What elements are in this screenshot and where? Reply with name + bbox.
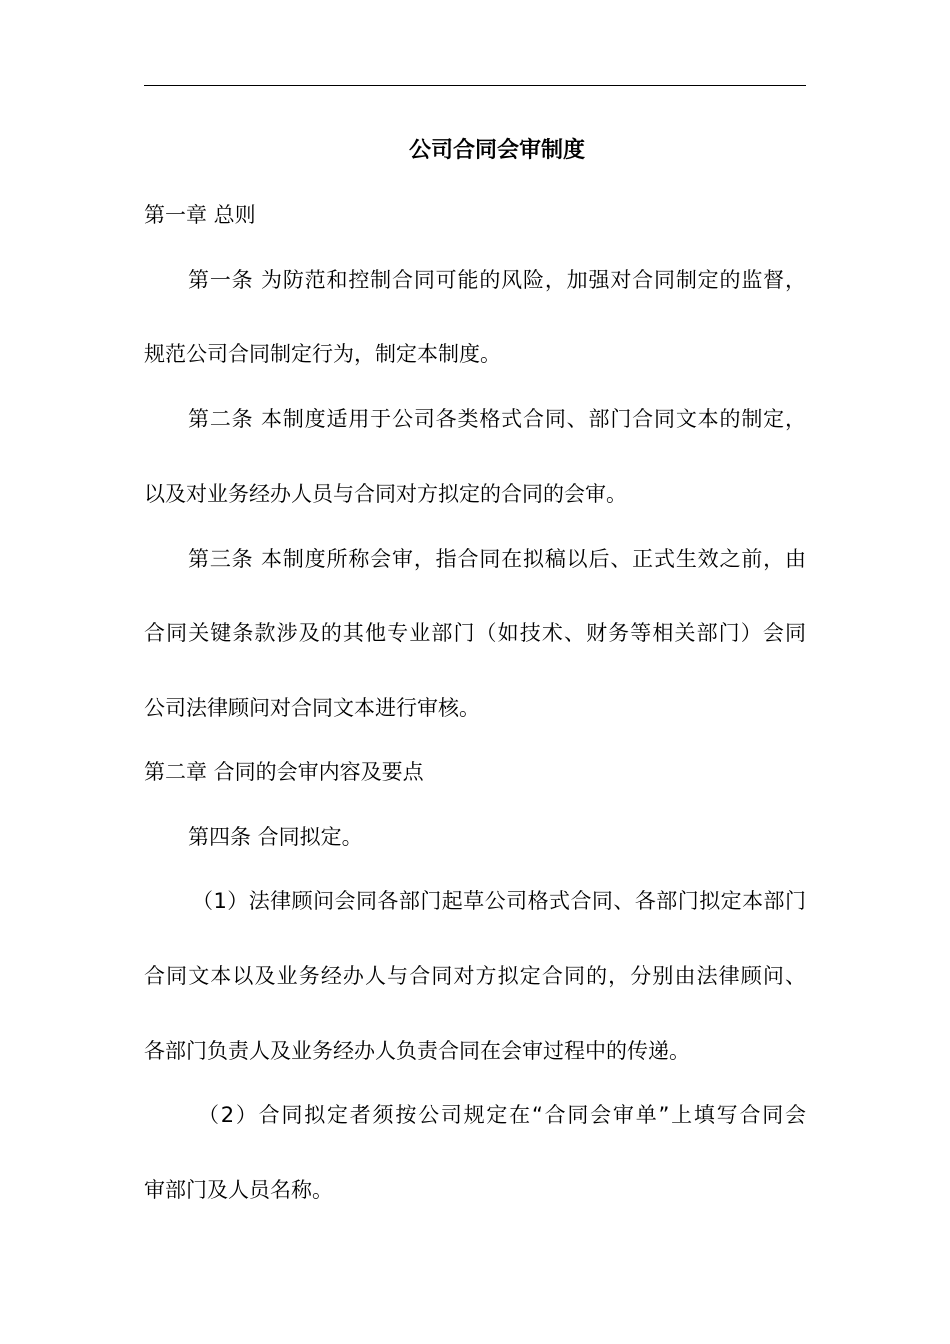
paragraph-line: 审部门及人员名称。 — [144, 1178, 333, 1202]
paragraph-line: （2）合同拟定者须按公司规定在“合同会审单”上填写合同会 — [198, 1103, 806, 1127]
paragraph-line: 第三条 本制度所称会审，指合同在拟稿以后、正式生效之前，由 — [188, 547, 806, 571]
paragraph-line: 各部门负责人及业务经办人负责合同在会审过程中的传递。 — [144, 1039, 690, 1063]
paragraph-line: 合同文本以及业务经办人与合同对方拟定合同的，分别由法律顾问、 — [144, 964, 806, 988]
header-rule — [144, 85, 806, 86]
paragraph-line: 第一条 为防范和控制合同可能的风险，加强对合同制定的监督， — [188, 268, 806, 292]
document-title: 公司合同会审制度 — [408, 138, 585, 163]
paragraph-line: 合同关键条款涉及的其他专业部门（如技术、财务等相关部门）会同 — [144, 621, 806, 645]
chapter-heading-1: 第一章 总则 — [144, 203, 256, 227]
chapter-heading-2: 第二章 合同的会审内容及要点 — [144, 760, 424, 784]
paragraph-line: 以及对业务经办人员与合同对方拟定的合同的会审。 — [144, 482, 627, 506]
paragraph-line: 第二条 本制度适用于公司各类格式合同、部门合同文本的制定， — [188, 407, 806, 431]
paragraph-line: （1）法律顾问会同各部门起草公司格式合同、各部门拟定本部门 — [192, 889, 806, 913]
paragraph-line: 公司法律顾问对合同文本进行审核。 — [144, 696, 480, 720]
paragraph-line: 第四条 合同拟定。 — [188, 825, 363, 849]
paragraph-line: 规范公司合同制定行为，制定本制度。 — [144, 342, 501, 366]
